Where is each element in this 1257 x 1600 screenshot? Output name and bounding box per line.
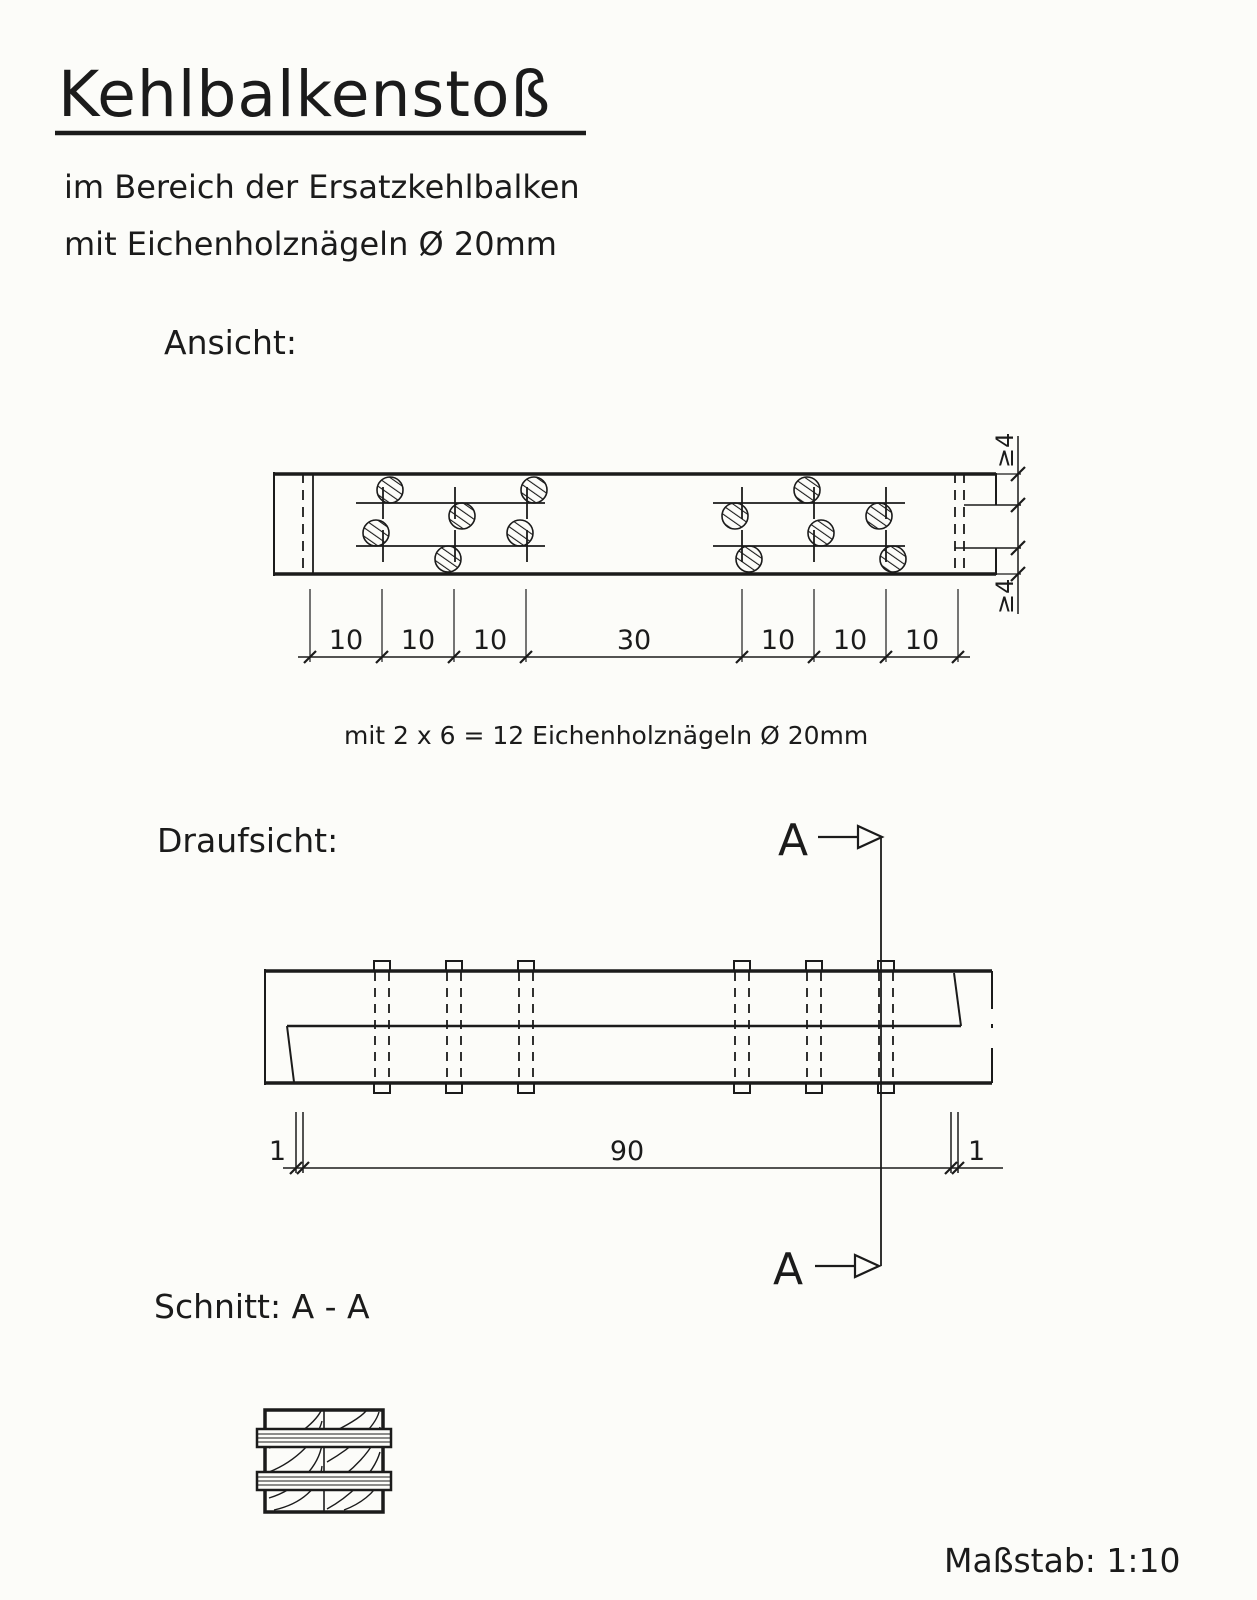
dim-1-right: 1 (968, 1136, 986, 1167)
nail-icon (736, 546, 762, 572)
nail-icon (880, 546, 906, 572)
nail-count-note: mit 2 x 6 = 12 Eichenholznägeln Ø 20mm (344, 721, 869, 750)
nail-icon (722, 503, 748, 529)
section-line (773, 815, 882, 1295)
ansicht-label: Ansicht: (164, 323, 297, 362)
dim-10-3: 10 (472, 625, 508, 656)
nail-icon (507, 520, 533, 546)
dim-10-6: 10 (904, 625, 940, 656)
nail-icon (363, 520, 389, 546)
section-marker-bottom: A (772, 1244, 804, 1295)
draufsicht-view (157, 815, 1003, 1295)
ansicht-dimension-chain (298, 589, 970, 663)
dim-10-2: 10 (400, 625, 436, 656)
edge-distance-dimension (991, 433, 1025, 614)
subtitle-line-1: im Bereich der Ersatzkehlbalken (64, 168, 580, 206)
page-title: Kehlbalkenstoß (58, 58, 552, 131)
scale-label: Maßstab: 1:10 (944, 1541, 1181, 1580)
dim-1-left: 1 (268, 1136, 286, 1167)
dim-10-1: 10 (328, 625, 364, 656)
nail-icon (449, 503, 475, 529)
edge-distance-top-label: ≥4 (991, 432, 1019, 468)
draufsicht-label: Draufsicht: (157, 821, 339, 860)
nail-icon (435, 546, 461, 572)
dim-10-4: 10 (760, 625, 796, 656)
section-arrow-icon (858, 826, 882, 848)
cross-section-outline (265, 1410, 383, 1512)
section-arrow-icon (855, 1255, 879, 1277)
ansicht-view (164, 323, 1025, 750)
dim-90: 90 (609, 1136, 645, 1167)
dim-10-5: 10 (832, 625, 868, 656)
schnitt-label: Schnitt: A - A (154, 1287, 370, 1326)
nail-icon (521, 477, 547, 503)
nail-icon (808, 520, 834, 546)
oak-nails (363, 477, 906, 572)
nail-icon (794, 477, 820, 503)
draufsicht-dimension-chain (269, 1112, 1003, 1174)
edge-distance-bottom-label: ≥4 (991, 578, 1019, 614)
subtitle-line-2: mit Eichenholznägeln Ø 20mm (64, 225, 557, 263)
dim-30: 30 (616, 625, 652, 656)
section-marker-top: A (777, 815, 809, 866)
nail-icon (866, 503, 892, 529)
header (55, 58, 586, 263)
schnitt-view (154, 1287, 391, 1512)
beam-plan-outline (265, 969, 992, 1085)
nail-icon (377, 477, 403, 503)
